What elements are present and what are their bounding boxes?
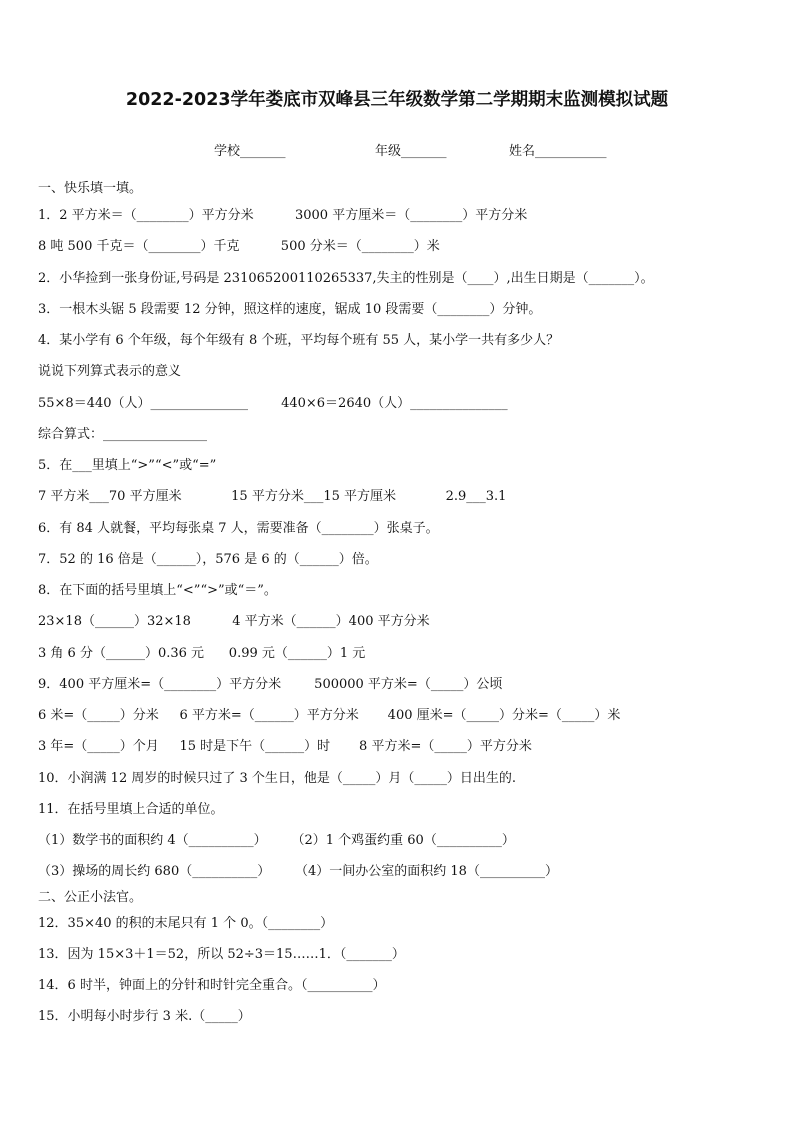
question-line: 23×18（______）32×18 4 平方米（______）400 平方分米 [38, 614, 430, 629]
question-line: 3 角 6 分（______）0.36 元 0.99 元（______）1 元 [38, 646, 366, 661]
question-line: 1．2 平方米＝（________）平方分米 3000 平方厘米＝（________）平方分米 [38, 208, 528, 223]
name-field[interactable]: 姓名___________ [509, 144, 607, 159]
grade-field[interactable]: 年级_______ [375, 144, 447, 159]
question-line: 6．有 84 人就餐，平均每张桌 7 人，需要准备（________）张桌子。 [38, 521, 439, 536]
question-line: 综合算式：________________ [38, 427, 208, 442]
section-heading: 一、快乐填一填。 [38, 181, 143, 196]
question-line: 15．小明每小时步行 3 米.（_____） [38, 1009, 251, 1024]
question-line: 7．52 的 16 倍是（______），576 是 6 的（______）倍。 [38, 552, 378, 567]
school-field[interactable]: 学校_______ [214, 144, 286, 159]
section-heading: 二、公正小法官。 [38, 890, 143, 905]
question-line: 7 平方米___70 平方厘米 15 平方分米___15 平方厘米 2.9___3.1 [38, 489, 507, 504]
page-title: 2022-2023学年娄底市双峰县三年级数学第二学期期末监测模拟试题 [125, 90, 669, 110]
question-line: 11．在括号里填上合适的单位。 [38, 802, 224, 817]
question-line: 4．某小学有 6 个年级，每个年级有 8 个班，平均每个班有 55 人，某小学一共有多少人？ [38, 333, 560, 348]
question-line: 13．因为 15×3＋1＝52，所以 52÷3＝15……1．（_______） [38, 947, 405, 962]
question-line: 5．在___里填上“>”“<”或“=” [38, 458, 217, 473]
question-line: 2．小华捡到一张身份证,号码是 231065200110265337,失主的性别是（____）,出生日期是（_______）。 [38, 271, 654, 286]
question-line: 3 年=（_____）个月 15 时是下午（______）时 8 平方米=（_____）平方分米 [38, 739, 532, 754]
question-line: 12．35×40 的积的末尾只有 1 个 0。（________） [38, 916, 334, 931]
question-line: 55×8＝440（人）_______________ 440×6＝2640（人）_______________ [38, 396, 508, 411]
question-line: 6 米=（_____）分米 6 平方米=（______）平方分米 400 厘米=（_____）分米=（_____）米 [38, 708, 621, 723]
question-line: 9．400 平方厘米=（________）平方分米 500000 平方米=（_____）公顷 [38, 677, 503, 692]
question-line: 10．小润满 12 周岁的时候只过了 3 个生日，他是（_____）月（_____）日出生的. [38, 771, 517, 786]
question-line: （1）数学书的面积约 4（__________） （2）1 个鸡蛋约重 60（__________） [38, 833, 515, 848]
question-line: 说说下列算式表示的意义 [38, 364, 182, 379]
question-line: （3）操场的周长约 680（__________） （4）一间办公室的面积约 18（__________） [38, 864, 558, 879]
question-line: 3．一根木头锯 5 段需要 12 分钟，照这样的速度，锯成 10 段需要（________）分钟。 [38, 302, 542, 317]
question-line: 14．6 时半，钟面上的分针和时针完全重合。（__________） [38, 978, 386, 993]
question-line: 8 吨 500 千克＝（________）千克 500 分米＝（________）米 [38, 239, 440, 254]
question-line: 8．在下面的括号里填上“<”“>”或“＝”。 [38, 583, 277, 598]
